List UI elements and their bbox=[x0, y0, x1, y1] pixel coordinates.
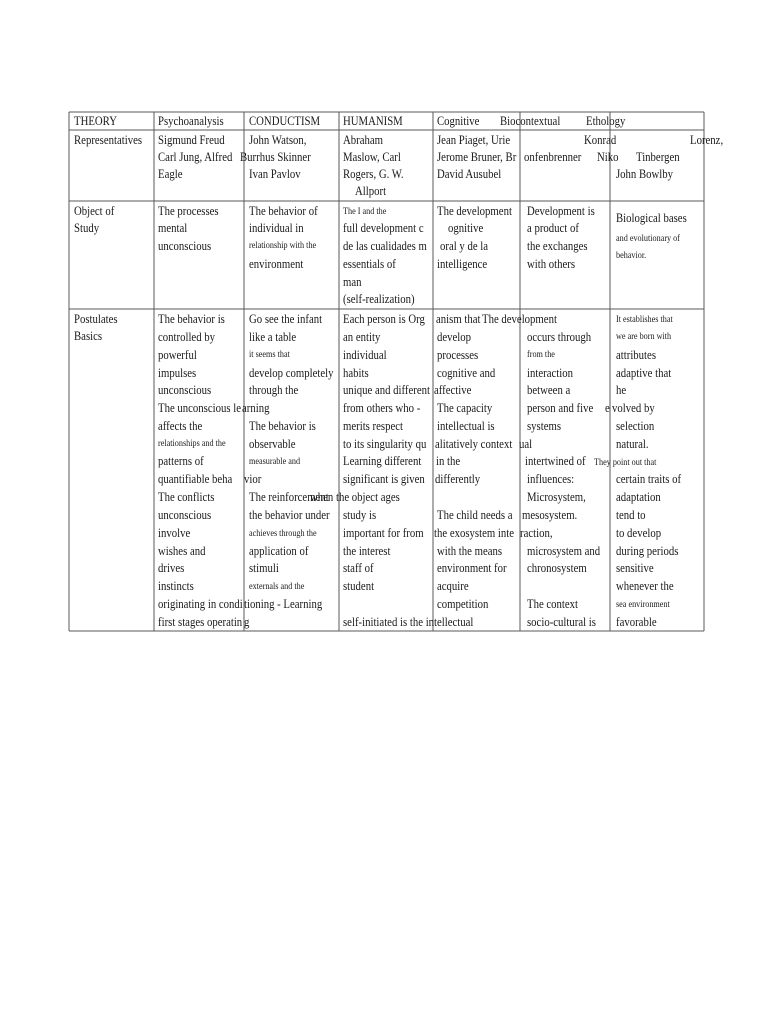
object-biocontextual-line: Development is bbox=[527, 204, 595, 218]
postulate-conductism-line: application of bbox=[249, 544, 309, 558]
rep-cognitive-line: David Ausubel bbox=[437, 167, 502, 181]
object-humanism-line: full development c bbox=[343, 221, 424, 235]
header-theory: THEORY bbox=[74, 114, 117, 128]
postulate-psychoanalysis-line: instincts bbox=[158, 579, 194, 593]
postulate-psychoanalysis-line: powerful bbox=[158, 348, 197, 362]
postulate-conductism-line: g bbox=[244, 615, 250, 629]
object-humanism-line: man bbox=[343, 275, 362, 289]
postulate-cognitive-line: with the means bbox=[437, 544, 503, 558]
postulate-humanism-line: Learning different bbox=[343, 454, 422, 468]
postulate-biocontextual-line: raction, bbox=[520, 526, 553, 540]
postulate-humanism-line: the interest bbox=[343, 544, 391, 558]
postulate-conductism-line: Go see the infant bbox=[249, 312, 323, 326]
postulate-ethology-line: tend to bbox=[616, 508, 646, 522]
object-ethology-line: Biological bases bbox=[616, 211, 687, 225]
header-conductism: CONDUCTISM bbox=[249, 114, 321, 128]
rep-ethology-line: Tinbergen bbox=[636, 150, 680, 164]
postulate-psychoanalysis-line: The unconscious le bbox=[158, 401, 242, 415]
postulate-ethology-line: he bbox=[616, 383, 627, 397]
postulate-biocontextual-line: microsystem and bbox=[527, 544, 601, 558]
postulate-conductism-line: tioning - Learning bbox=[244, 597, 323, 611]
postulate-humanism-line: student bbox=[343, 579, 375, 593]
object-biocontextual-line: a product of bbox=[527, 221, 579, 235]
postulate-humanism-line: unique and different bbox=[343, 383, 430, 397]
postulate-conductism-line: The behavior is bbox=[249, 419, 316, 433]
postulate-biocontextual-line: from the bbox=[527, 350, 555, 360]
object-humanism-line: The I and the bbox=[343, 207, 387, 217]
rep-humanism-line: Maslow, Carl bbox=[343, 150, 401, 164]
postulate-conductism-line: it seems that bbox=[249, 350, 290, 360]
postulate-humanism-line: Each person is Org bbox=[343, 312, 425, 326]
postulate-humanism-line: from others who - bbox=[343, 401, 421, 415]
postulate-conductism-line: measurable and bbox=[249, 457, 301, 467]
postulate-humanism-line: habits bbox=[343, 366, 369, 380]
object-biocontextual-line: with others bbox=[527, 257, 576, 271]
postulate-cognitive-line: intellectual is bbox=[437, 419, 495, 433]
rep-humanism-line: Abraham bbox=[343, 133, 384, 147]
postulate-humanism-line: significant is given bbox=[343, 472, 425, 486]
object-conductism-line: relationship with the bbox=[249, 241, 317, 251]
row-label-postulates: Postulates bbox=[74, 312, 118, 326]
postulate-psychoanalysis-line: first stages operatin bbox=[158, 615, 243, 629]
postulate-cognitive-line: The capacity bbox=[437, 401, 493, 415]
postulate-cognitive-line: in the bbox=[436, 454, 461, 468]
postulate-ethology-line: adaptation bbox=[616, 490, 661, 504]
rep-psychoanalysis-line: Carl Jung, Alfred bbox=[158, 150, 233, 164]
postulate-ethology-line: selection bbox=[616, 419, 655, 433]
postulate-cognitive-line: affective bbox=[434, 383, 472, 397]
object-conductism-line: The behavior of bbox=[249, 204, 318, 218]
header-biocontextual: Biocontextual bbox=[500, 114, 561, 128]
postulate-cognitive-line: competition bbox=[437, 597, 489, 611]
postulate-conductism-line: The reinforcement bbox=[249, 490, 329, 504]
header-cognitive: Cognitive bbox=[437, 114, 480, 128]
postulate-conductism-line: observable bbox=[249, 437, 296, 451]
postulate-biocontextual-line: The context bbox=[527, 597, 579, 611]
postulate-ethology-line: sensitive bbox=[616, 561, 654, 575]
postulate-conductism-line: the behavior under bbox=[249, 508, 330, 522]
rep-psychoanalysis-line: Eagle bbox=[158, 167, 183, 181]
row-label-study: Study bbox=[74, 221, 100, 235]
postulate-cognitive-line: the exosystem inte bbox=[434, 526, 515, 540]
postulate-ethology-line: volved by bbox=[612, 401, 655, 415]
postulate-psychoanalysis-line: unconscious bbox=[158, 383, 212, 397]
postulate-psychoanalysis-line: unconscious bbox=[158, 508, 212, 522]
object-cognitive-line: intelligence bbox=[437, 257, 488, 271]
postulate-cognitive-line: anism that bbox=[436, 312, 481, 326]
object-biocontextual-line: the exchanges bbox=[527, 239, 588, 253]
object-conductism-line: environment bbox=[249, 257, 304, 271]
postulate-ethology-line: during periods bbox=[616, 544, 679, 558]
postulate-ethology-line: to develop bbox=[616, 526, 662, 540]
postulate-conductism-line: like a table bbox=[249, 330, 297, 344]
object-humanism-line: (self-realization) bbox=[343, 292, 415, 306]
postulate-biocontextual-line: intertwined of bbox=[525, 454, 586, 468]
postulate-conductism-line: achieves through the bbox=[249, 529, 317, 539]
rep-ethology-line: Lorenz, bbox=[690, 133, 724, 147]
postulate-ethology-line: certain traits of bbox=[616, 472, 682, 486]
postulate-psychoanalysis-line: The behavior is bbox=[158, 312, 225, 326]
postulate-biocontextual-line: The development bbox=[482, 312, 557, 326]
postulate-humanism-line: important for from bbox=[343, 526, 424, 540]
postulate-conductism-line: through the bbox=[249, 383, 299, 397]
postulate-ethology-line: whenever the bbox=[616, 579, 674, 593]
header-ethology: Ethology bbox=[586, 114, 626, 128]
rep-biocontextual-line: onfenbrenner bbox=[524, 150, 582, 164]
postulate-ethology-line: sea environment bbox=[616, 600, 670, 610]
object-ethology-line: and evolutionary of bbox=[616, 234, 680, 244]
postulate-biocontextual-line: occurs through bbox=[527, 330, 592, 344]
postulate-conductism-line: develop completely bbox=[249, 366, 334, 380]
postulate-ethology-line: we are born with bbox=[616, 332, 672, 342]
rep-cognitive-line: Jean Piaget, Urie bbox=[437, 133, 511, 147]
rep-ethology-line: Konrad bbox=[584, 133, 617, 147]
postulate-biocontextual-line: ual bbox=[519, 437, 533, 451]
postulate-psychoanalysis-line: impulses bbox=[158, 366, 197, 380]
postulate-biocontextual-line: person and five bbox=[527, 401, 594, 415]
rep-conductism-line: John Watson, bbox=[249, 133, 307, 147]
postulate-psychoanalysis-line: relationships and the bbox=[158, 439, 226, 449]
postulate-humanism-line: to its singularity qu bbox=[343, 437, 427, 451]
postulate-humanism-line: individual bbox=[343, 348, 387, 362]
postulate-biocontextual-line: Microsystem, bbox=[527, 490, 586, 504]
postulate-biocontextual-line: influences: bbox=[527, 472, 575, 486]
rep-humanism-line: Rogers, G. W. bbox=[343, 167, 404, 181]
postulate-psychoanalysis-line: involve bbox=[158, 526, 191, 540]
rep-conductism-line: Burrhus Skinner bbox=[240, 150, 311, 164]
postulate-humanism-line: self-initiated is the in bbox=[343, 615, 435, 629]
postulate-humanism-line: when the object ages bbox=[310, 490, 400, 504]
object-conductism-line: individual in bbox=[249, 221, 304, 235]
postulate-psychoanalysis-line: patterns of bbox=[158, 454, 204, 468]
postulate-ethology-line: e bbox=[605, 401, 610, 415]
postulate-ethology-line: They point out that bbox=[594, 458, 657, 468]
postulate-humanism-line: study is bbox=[343, 508, 377, 522]
object-cognitive-line: The development bbox=[437, 204, 512, 218]
object-humanism-line: essentials of bbox=[343, 257, 396, 271]
object-humanism-line: de las cualidades m bbox=[343, 239, 427, 253]
rep-psychoanalysis-line: Sigmund Freud bbox=[158, 133, 225, 147]
postulate-biocontextual-line: mesosystem. bbox=[522, 508, 578, 522]
postulate-conductism-line: externals and the bbox=[249, 582, 305, 592]
postulate-psychoanalysis-line: originating in condi bbox=[158, 597, 243, 611]
postulate-biocontextual-line: interaction bbox=[527, 366, 573, 380]
header-psychoanalysis: Psychoanalysis bbox=[158, 114, 224, 128]
object-psychoanalysis-line: The processes bbox=[158, 204, 219, 218]
postulate-biocontextual-line: systems bbox=[527, 419, 562, 433]
postulate-cognitive-line: develop bbox=[437, 330, 472, 344]
object-cognitive-line: ognitive bbox=[448, 221, 484, 235]
postulate-ethology-line: favorable bbox=[616, 615, 657, 629]
postulate-psychoanalysis-line: wishes and bbox=[158, 544, 206, 558]
postulate-humanism-line: an entity bbox=[343, 330, 381, 344]
postulate-conductism-line: vior bbox=[244, 472, 262, 486]
postulate-cognitive-line: differently bbox=[435, 472, 481, 486]
row-label-object-of: Object of bbox=[74, 204, 115, 218]
postulate-psychoanalysis-line: drives bbox=[158, 561, 185, 575]
rep-conductism-line: Ivan Pavlov bbox=[249, 167, 301, 181]
object-psychoanalysis-line: unconscious bbox=[158, 239, 212, 253]
postulate-cognitive-line: cognitive and bbox=[437, 366, 496, 380]
row-label-representatives: Representatives bbox=[74, 133, 143, 147]
postulate-conductism-line: arning bbox=[242, 401, 270, 415]
postulate-psychoanalysis-line: The conflicts bbox=[158, 490, 215, 504]
postulate-ethology-line: natural. bbox=[616, 437, 649, 451]
postulate-ethology-line: adaptive that bbox=[616, 366, 672, 380]
postulate-psychoanalysis-line: affects the bbox=[158, 419, 203, 433]
postulate-psychoanalysis-line: quantifiable beha bbox=[158, 472, 233, 486]
postulate-ethology-line: attributes bbox=[616, 348, 657, 362]
postulate-psychoanalysis-line: controlled by bbox=[158, 330, 216, 344]
postulate-conductism-line: stimuli bbox=[249, 561, 279, 575]
object-cognitive-line: oral y de la bbox=[440, 239, 489, 253]
postulate-biocontextual-line: chronosystem bbox=[527, 561, 587, 575]
postulate-cognitive-line: processes bbox=[437, 348, 479, 362]
rep-humanism-line: Allport bbox=[355, 184, 387, 198]
postulate-biocontextual-line: socio-cultural is bbox=[527, 615, 596, 629]
postulate-cognitive-line: environment for bbox=[437, 561, 507, 575]
postulate-cognitive-line: acquire bbox=[437, 579, 469, 593]
rep-biocontextual-line: Niko bbox=[597, 150, 619, 164]
postulate-cognitive-line: alitatively context bbox=[435, 437, 513, 451]
rep-ethology-line: John Bowlby bbox=[616, 167, 674, 181]
postulate-ethology-line: It establishes that bbox=[616, 315, 673, 325]
postulate-humanism-line: merits respect bbox=[343, 419, 403, 433]
object-psychoanalysis-line: mental bbox=[158, 221, 188, 235]
postulate-cognitive-line: The child needs a bbox=[437, 508, 513, 522]
row-label-basics: Basics bbox=[74, 329, 103, 343]
rep-cognitive-line: Jerome Bruner, Br bbox=[437, 150, 517, 164]
postulate-cognitive-line: tellectual bbox=[434, 615, 474, 629]
object-ethology-line: behavior. bbox=[616, 251, 647, 261]
header-humanism: HUMANISM bbox=[343, 114, 403, 128]
postulate-humanism-line: staff of bbox=[343, 561, 374, 575]
postulate-biocontextual-line: between a bbox=[527, 383, 571, 397]
